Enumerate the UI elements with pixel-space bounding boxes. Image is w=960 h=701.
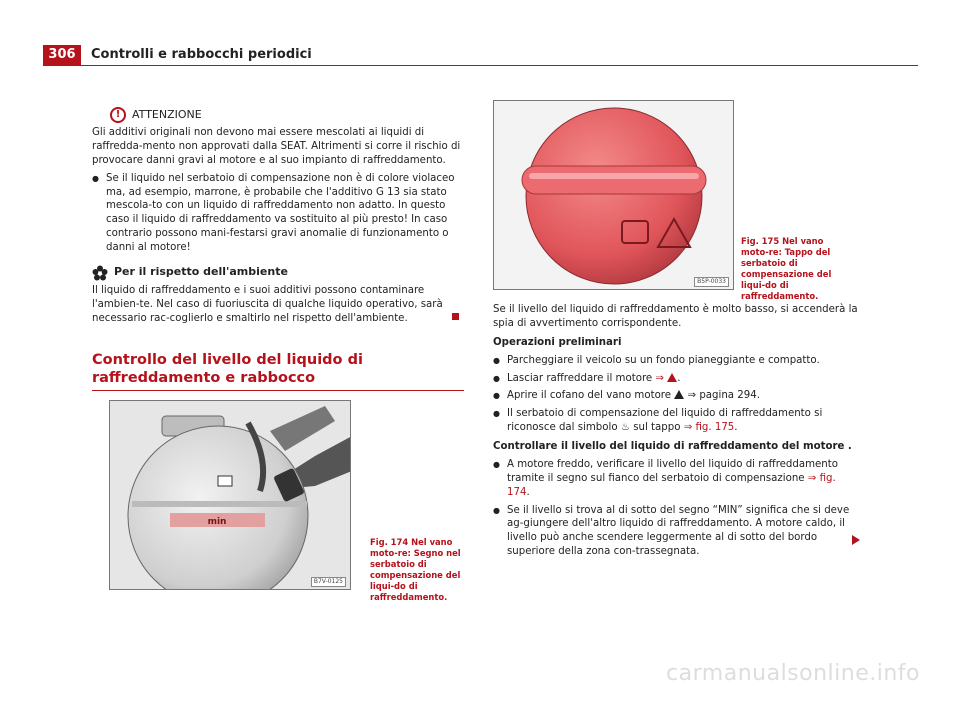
prelim-bullet-1: ● Parcheggiare il veicolo su un fondo pianeggiante e compatto. <box>493 354 858 368</box>
figure-174-label: Fig. 174 <box>370 537 409 547</box>
figure-175-code: B5P-0033 <box>694 277 729 287</box>
prelim-bullet-3-text: Aprire il cofano del vano motore <box>507 390 672 402</box>
section-end-marker <box>452 313 459 320</box>
coolant-symbol-icon: ♨ <box>620 422 630 434</box>
environment-heading <box>92 265 464 281</box>
prelim-bullet-2-text: Lasciar raffreddare il motore <box>507 372 653 384</box>
environment-title: Per il rispetto dell'ambiente <box>114 265 288 279</box>
page-number: 306 <box>43 45 81 65</box>
check-title: Controllare il livello del liquido di raffreddamento del motore . <box>493 441 852 452</box>
figure-174-image <box>109 400 351 590</box>
prelim-title: Operazioni preliminari <box>493 336 622 348</box>
warning-triangle-icon <box>674 390 684 399</box>
figure-174-min-label: min <box>207 517 227 527</box>
prelim-bullet-2-ref[interactable]: ⇒ <box>655 372 664 384</box>
warning-triangle-icon <box>667 373 677 382</box>
header-rule <box>43 65 918 66</box>
warning-bullet: ● Se il liquido nel serbatoio di compensazione non è di colore violaceo ma, ad esempio, marrone, è probabile che l'additivo G 13 sia stato mescola-to con un liquido di raffreddamento non adatto. In questo caso il liquido di raffreddamento va sostituito al più presto! In caso contrario possono mani-festarsi gravi anomalie di funzionamento o danni al motore! <box>92 172 464 255</box>
prelim-bullet-4: ● Il serbatoio di compensazione del liquido di raffreddamento si riconosce dal simbolo ♨ sul tappo ⇒ fig. 175. <box>493 407 858 435</box>
figure-175-image <box>493 100 734 290</box>
continue-arrow-icon <box>852 535 860 545</box>
figure-174-code: B7V-0125 <box>311 577 346 587</box>
right-column <box>493 303 858 563</box>
prelim-bullet-3 <box>493 389 858 403</box>
check-bullet-1-text: A motore freddo, verificare il livello del liquido di raffreddamento tramite il segno sul fianco del serbatoio di compensazione <box>507 458 838 484</box>
prelim-bullet-4-mid: sul tappo <box>633 422 681 434</box>
section-title-rule <box>92 390 464 391</box>
left-column <box>92 107 464 330</box>
watermark: carmanualsonline.info <box>666 661 920 687</box>
figure-174-caption <box>370 537 464 604</box>
warning-title: ATTENZIONE <box>132 107 202 121</box>
environment-text: Il liquido di raffreddamento e i suoi additivi possono contaminare l'ambien-te. Nel caso di fuoriuscita di qualche liquido operativo, sarà necessario rac-coglierlo e smaltirlo nel rispetto dell'ambiente. <box>92 284 443 324</box>
figure-175-caption <box>741 236 841 303</box>
section-heading-block <box>92 351 464 391</box>
figure-175-label: Fig. 175 <box>741 236 780 246</box>
warning-heading <box>110 107 464 123</box>
intro-text: Se il livello del liquido di raffreddamento è molto basso, si accenderà la spia di avvertimento corrispondente. <box>493 304 858 329</box>
prelim-bullet-4-text: Il serbatoio di compensazione del liquido di raffreddamento si riconosce dal simbolo <box>507 408 823 434</box>
check-bullet-1-ref[interactable]: ⇒ fig. 174 <box>507 472 836 498</box>
prelim-bullet-4-ref[interactable]: ⇒ fig. 175 <box>683 422 735 434</box>
section-title: Controllo del livello del liquido di raffreddamento e rabbocco <box>92 352 363 387</box>
figure-174-caption-text: Nel vano moto-re: Segno nel serbatoio di compensazione del liqui-do di raffreddamento. <box>370 537 461 603</box>
environment-flower-icon <box>92 265 108 281</box>
warning-text: Gli additivi originali non devono mai essere mescolati ai liquidi di raffredda-mento non approvati dalla SEAT. Altrimenti si corre il rischio di provocare danni gravi al motore e al suo impianto di raffreddamento. <box>92 127 461 166</box>
prelim-bullet-3-ref[interactable]: ⇒ pagina 294. <box>687 390 760 402</box>
figure-175-caption-text: Nel vano moto-re: Tappo del serbatoio di compensazione del liqui-do di raffreddamento. <box>741 236 832 302</box>
check-bullet-1: ● A motore freddo, verificare il livello del liquido di raffreddamento tramite il segno sul fianco del serbatoio di compensazione ⇒ fig. 174. <box>493 458 858 500</box>
prelim-bullet-2: ● Lasciar raffreddare il motore ⇒ . <box>493 372 858 386</box>
warning-icon: ! <box>110 107 126 123</box>
check-bullet-2: ● Se il livello si trova al di sotto del segno “MIN” significa che si deve ag-giungere dell'altro liquido di raffreddamento. A motore caldo, il livello può anche scendere leggermente al di sotto del bordo superiore della zona con-trassegnata. <box>493 504 858 560</box>
page-header-title: Controlli e rabbocchi periodici <box>91 47 312 62</box>
